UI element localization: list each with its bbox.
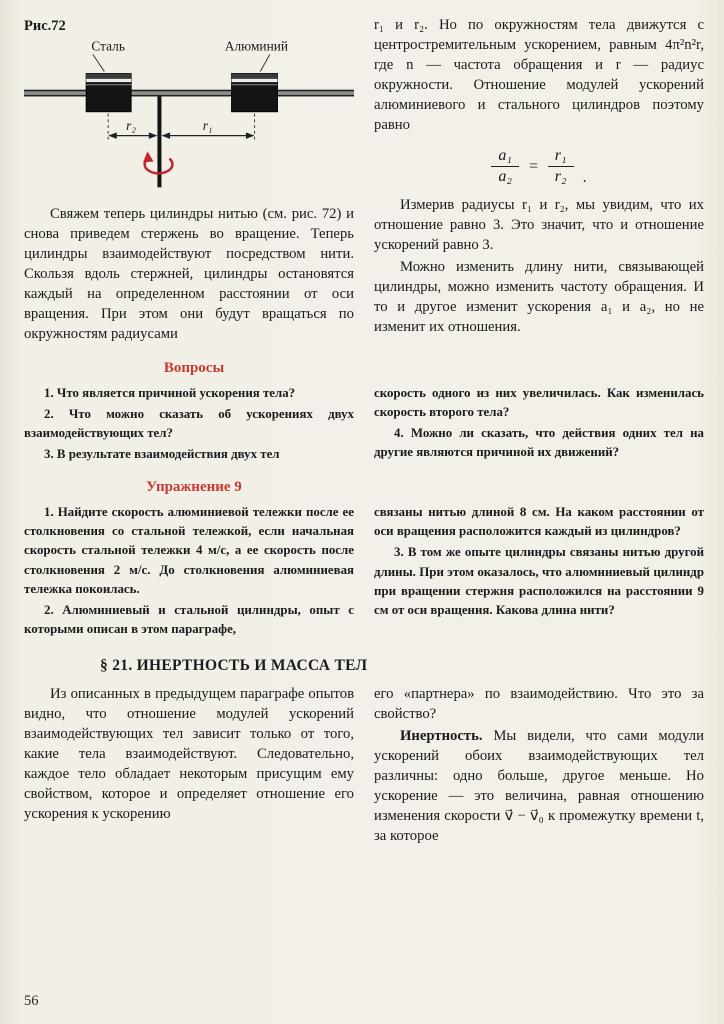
intro-right-paragraph-2: Измерив радиусы r₁ и r₂, мы увидим, что их отношение равно 3. Это значит, что и отношение ускорений равно 3. — [374, 196, 704, 253]
intro-right-column — [374, 16, 704, 347]
a2-denominator: a₂ — [498, 168, 512, 186]
left-fraction — [491, 147, 519, 187]
a1-numerator: a₁ — [491, 147, 519, 167]
intro-right-paragraph-3: Можно изменить длину нити, связывающей цилиндры, можно изменить частоту обращения. И то и другое изменит ускорения a₁ и a₂, но не изменит их отношения. — [374, 258, 704, 335]
intro-right-paragraph-1: r₁ и r₂. Но по окружностям тела движутся с центростремительным ускорением, равным 4π²n²r, где n — частота обращения и r — радиус окружности. Отношение модулей ускорений алюминиевого и стального цилиндров поэтому равно — [374, 17, 704, 133]
questions-band — [24, 384, 704, 466]
steel-label: Сталь — [91, 38, 125, 54]
r2-dimension — [108, 118, 157, 139]
section-21-right-column — [374, 685, 704, 849]
inertness-paragraph-text: Мы видели, что сами модули ускорений обоих взаимодействующих тел различны: одно больше, другое меньше. Но ускорение — это величина, равная отношению изменения скорости v⃗ − v⃗₀ к промежутку времени t, за которое — [374, 727, 704, 844]
figure-72 — [24, 18, 354, 197]
r2-label: r₂ — [126, 117, 137, 133]
exercise-item-2-continued: связаны нитью длиной 8 см. На каком расстоянии от оси вращения расположится каждый из цилиндров? — [374, 505, 704, 539]
r1-numerator: r₁ — [548, 147, 574, 167]
inertness-lead-word: Инертность. — [400, 727, 483, 744]
r2-denominator: r₂ — [554, 168, 567, 186]
questions-left-column — [24, 384, 354, 466]
acceleration-ratio-formula — [374, 147, 704, 187]
exercise-heading: Упражнение 9 — [146, 479, 242, 496]
section-21-right-paragraph-1: его «партнера» по взаимодействию. Что это за свойство? — [374, 685, 704, 722]
figure-diagram — [24, 37, 354, 197]
section-21-right-paragraph-2 — [374, 727, 704, 847]
question-2: 2. Что можно сказать об ускорениях двух взаимодействующих тел? — [24, 406, 354, 441]
figure-caption: Рис.72 — [24, 18, 66, 34]
section-21-heading: § 21. ИНЕРТНОСТЬ И МАССА ТЕЛ — [100, 656, 368, 674]
aluminum-leader-line — [260, 54, 270, 71]
r1-label: r₁ — [202, 117, 213, 133]
exercise-item-2: 2. Алюминиевый и стальной цилиндры, опыт с которыми описан в этом параграфе, — [24, 602, 354, 636]
questions-right-column — [374, 384, 704, 466]
question-3-continued: скорость одного из них увеличилась. Как изменилась скорость второго тела? — [374, 385, 704, 419]
question-1: 1. Что является причиной ускорения тела? — [44, 385, 296, 400]
question-3: 3. В результате взаимодействия двух тел — [44, 447, 280, 462]
questions-heading: Вопросы — [163, 359, 225, 376]
section-21-left-paragraph: Из описанных в предыдущем параграфе опытов видно, что отношение модулей ускорений взаимодействующих тел зависит только от того, какие тела взаимодействуют. Следовательно, каждое тело обладает некоторым присущим ему свойством, которое и определяет отношение его ускорения к ускорению — [24, 685, 354, 822]
right-fraction — [548, 147, 574, 187]
exercise-right-column — [374, 503, 704, 641]
section-21-left-column — [24, 685, 354, 849]
steel-cylinder — [86, 73, 131, 111]
section-21-band — [24, 685, 704, 849]
intro-left-paragraph: Свяжем теперь цилиндры нитью (см. рис. 72) и снова приведем стержень во вращение. Теперь цилиндры взаимодействуют посредством нити. Скользя вдоль стержней, цилиндры остановятся каждый на определенном расстоянии от оси вращения. При этом они будут вращаться по окружностям радиусами — [24, 206, 354, 342]
formula-period: . — [582, 168, 587, 186]
rod-top-edge — [24, 90, 354, 92]
exercise-item-1: 1. Найдите скорость алюминиевой тележки после ее столкновения со стальной тележкой, если начальная скорость стальной тележки 4 м/с, а ее скорость после столкновения 2 м/с. До столкновения алюминиевая тележка покоилась. — [24, 505, 354, 596]
equals-sign: = — [527, 157, 539, 175]
aluminum-label: Алюминий — [224, 38, 289, 54]
exercise-band — [24, 503, 704, 641]
rod-bottom-edge — [24, 95, 354, 97]
r1-dimension — [161, 118, 254, 139]
page-number: 56 — [24, 993, 39, 1009]
intro-band — [24, 16, 704, 347]
question-4: 4. Можно ли сказать, что действия одних тел на другие являются причиной их движений? — [374, 426, 704, 460]
intro-left-column — [24, 16, 354, 347]
steel-leader-line — [93, 54, 104, 71]
exercise-item-3: 3. В том же опыте цилиндры связаны нитью другой длины. При этом оказалось, что алюминиевый цилиндр при вращении стержня расположился на расстоянии 9 см от оси вращения. Какова длина нити? — [374, 545, 704, 617]
exercise-left-column — [24, 503, 354, 641]
aluminum-cylinder — [232, 73, 278, 111]
